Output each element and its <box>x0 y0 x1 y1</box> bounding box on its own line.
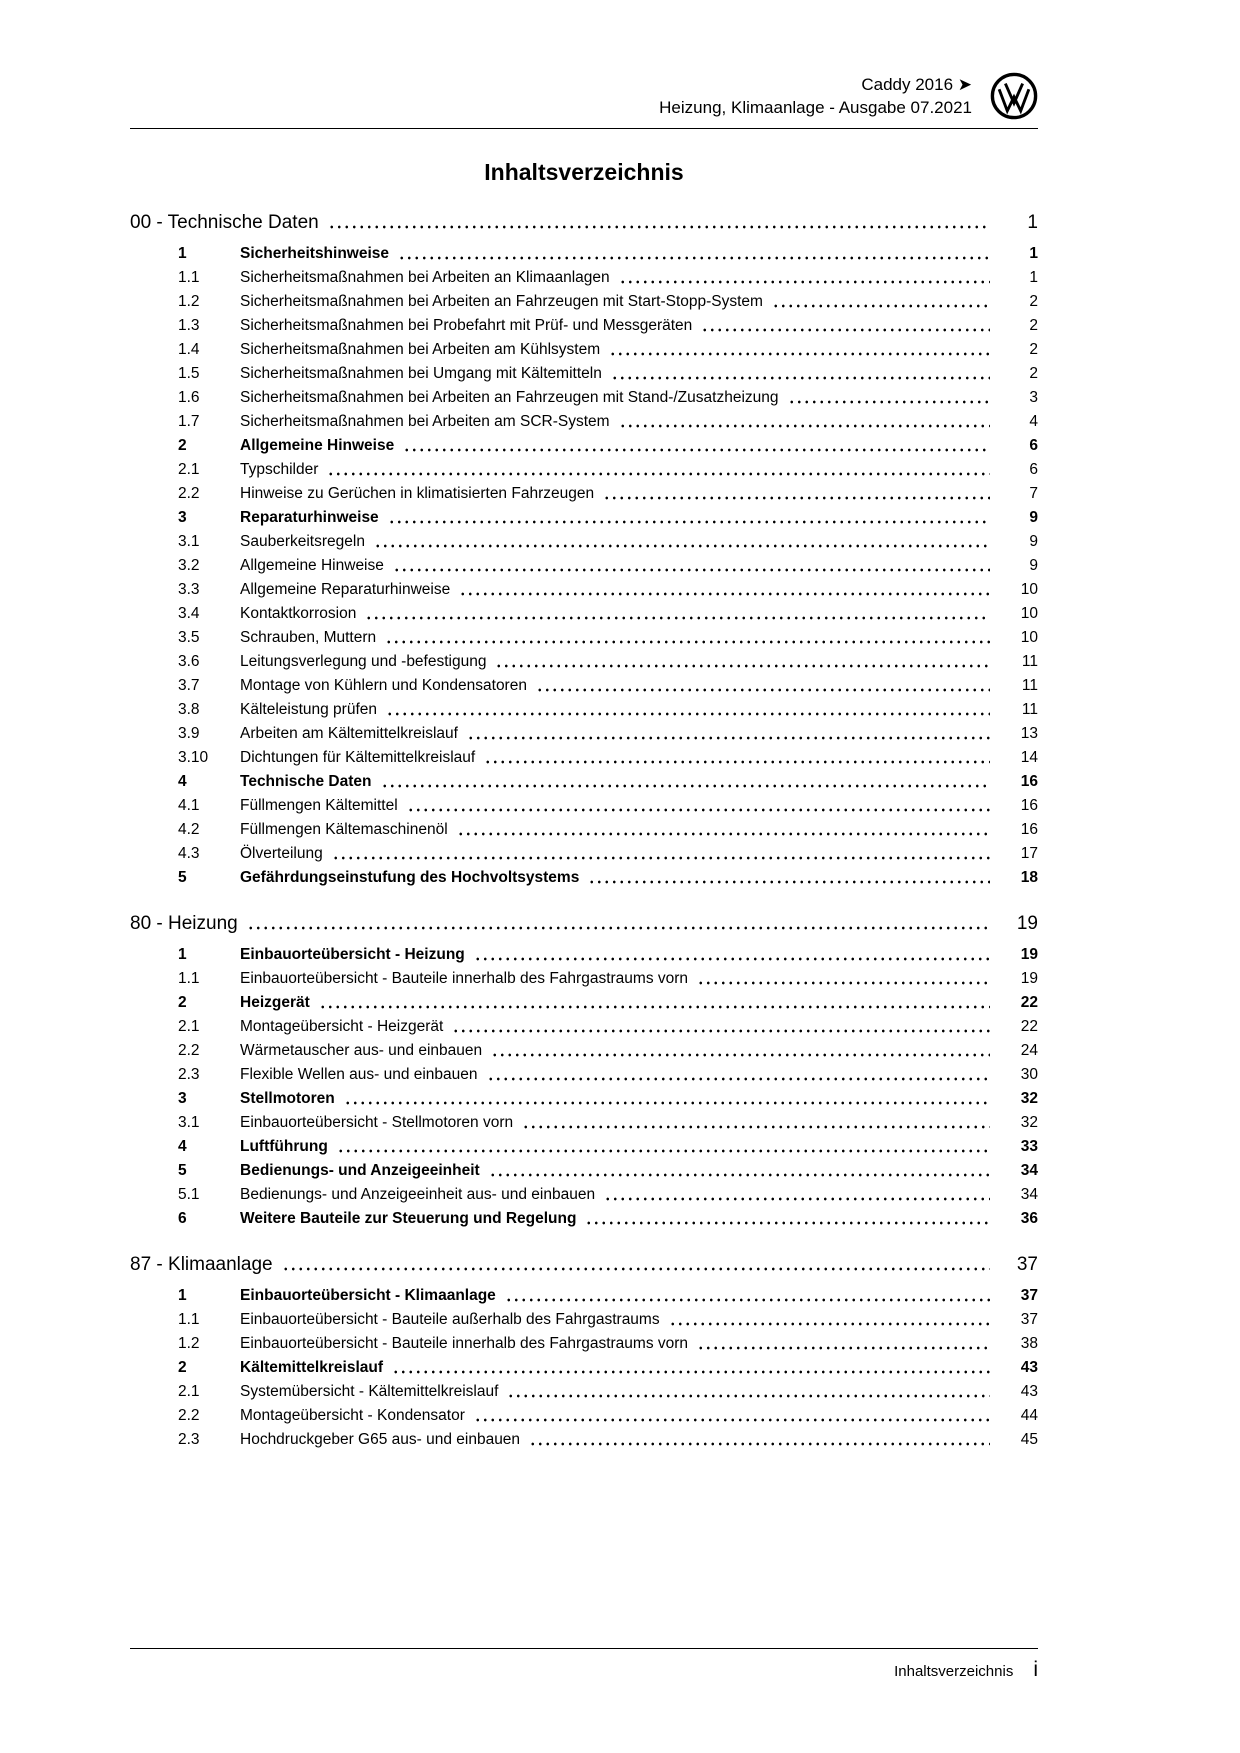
document-footer <box>130 1640 1038 1682</box>
toc-entry-row <box>130 1308 1038 1332</box>
toc-entry-row <box>130 242 1038 266</box>
entry-title: Luftführung <box>240 1138 328 1155</box>
dot-leader <box>495 650 990 674</box>
entry-number: 3 <box>178 1090 187 1107</box>
entry-title: Montageübersicht - Kondensator <box>240 1407 465 1424</box>
dot-leader <box>669 1308 990 1332</box>
dot-leader <box>487 1063 990 1087</box>
entry-number: 1.2 <box>178 1335 200 1352</box>
dot-leader <box>619 266 990 290</box>
entry-number: 1.1 <box>178 269 200 286</box>
toc-entry-row <box>130 410 1038 434</box>
entry-number: 3.9 <box>178 725 200 742</box>
entry-number: 1.1 <box>178 1311 200 1328</box>
toc-entry-row <box>130 1404 1038 1428</box>
entry-title: Hochdruckgeber G65 aus- und einbauen <box>240 1431 521 1448</box>
document-subtitle: Heizung, Klimaanlage - Ausgabe 07.2021 <box>659 98 972 117</box>
entry-title: Sicherheitsmaßnahmen bei Arbeiten am Kühlsystem <box>240 341 601 358</box>
entry-page: 9 <box>1029 533 1038 550</box>
dot-leader <box>619 410 990 434</box>
entry-number: 2.2 <box>178 485 200 502</box>
toc-entry-row <box>130 1332 1038 1356</box>
dot-leader <box>337 1135 990 1159</box>
toc-entry-row <box>130 1015 1038 1039</box>
entry-page: 11 <box>1021 701 1038 718</box>
toc-entry-row <box>130 991 1038 1015</box>
dot-leader <box>474 943 990 967</box>
toc-entry-row <box>130 1135 1038 1159</box>
entry-title: Hinweise zu Gerüchen in klimatisierten Fahrzeugen <box>240 485 595 502</box>
entry-number: 3.5 <box>178 629 200 646</box>
entry-number: 2.1 <box>178 1383 200 1400</box>
dot-leader <box>788 386 991 410</box>
dot-leader <box>452 1015 990 1039</box>
toc-entry-row <box>130 943 1038 967</box>
toc-section-row <box>130 911 1038 937</box>
toc-entry-row <box>130 578 1038 602</box>
entry-page: 7 <box>1029 485 1038 502</box>
entry-page: 1 <box>1029 245 1038 262</box>
dot-leader <box>457 818 990 842</box>
entry-number: 4 <box>178 773 187 790</box>
entry-number: 3.3 <box>178 581 200 598</box>
dot-leader <box>332 842 990 866</box>
toc-entry-row <box>130 1284 1038 1308</box>
entry-number: 3.7 <box>178 677 200 694</box>
entry-title: Bedienungs- und Anzeigeeinheit aus- und einbauen <box>240 1186 596 1203</box>
dot-leader <box>398 242 990 266</box>
dot-leader <box>474 1404 990 1428</box>
footer-label: Inhaltsverzeichnis <box>894 1663 1014 1680</box>
header-rule <box>130 128 1038 129</box>
entry-number: 3.2 <box>178 557 200 574</box>
toc-entry-row <box>130 314 1038 338</box>
entry-title: Allgemeine Reparaturhinweise <box>240 581 451 598</box>
toc-entry-row <box>130 770 1038 794</box>
entry-page: 36 <box>1020 1210 1038 1227</box>
entry-title: Kälteleistung prüfen <box>240 701 378 718</box>
entry-number: 4.2 <box>178 821 200 838</box>
toc-entry-row <box>130 530 1038 554</box>
dot-leader <box>327 458 990 482</box>
dot-leader <box>611 362 990 386</box>
entry-page: 2 <box>1029 365 1038 382</box>
dot-leader <box>467 722 990 746</box>
toc-entry-row <box>130 866 1038 890</box>
entry-page: 43 <box>1020 1383 1038 1400</box>
entry-title: Schrauben, Muttern <box>240 629 377 646</box>
toc-entry-row <box>130 554 1038 578</box>
dot-leader <box>609 338 990 362</box>
entry-title: Dichtungen für Kältemittelkreislauf <box>240 749 476 766</box>
entry-number: 2.2 <box>178 1042 200 1059</box>
dot-leader <box>319 991 990 1015</box>
dot-leader <box>507 1380 990 1404</box>
entry-page: 9 <box>1029 509 1038 526</box>
entry-title: Sicherheitsmaßnahmen bei Arbeiten an Klimaanlagen <box>240 269 610 286</box>
dot-leader <box>386 698 990 722</box>
dot-leader <box>374 530 990 554</box>
entry-number: 4.3 <box>178 845 200 862</box>
entry-number: 5 <box>178 1162 187 1179</box>
entry-page: 24 <box>1020 1042 1038 1059</box>
dot-leader <box>529 1428 990 1452</box>
toc-entry-row <box>130 506 1038 530</box>
entry-page: 6 <box>1029 461 1038 478</box>
entry-number: 1.6 <box>178 389 200 406</box>
toc-entry-row <box>130 1428 1038 1452</box>
entry-page: 43 <box>1020 1359 1038 1376</box>
entry-number: 2.1 <box>178 461 200 478</box>
dot-leader <box>505 1284 990 1308</box>
entry-title: Typschilder <box>240 461 319 478</box>
entry-page: 32 <box>1020 1114 1038 1131</box>
toc-entry-row <box>130 434 1038 458</box>
entry-title: Füllmengen Kältemittel <box>240 797 398 814</box>
dot-leader <box>403 434 990 458</box>
entry-title: Sicherheitshinweise <box>240 245 390 262</box>
section-label: 00 - Technische Daten <box>130 212 319 233</box>
dot-leader <box>328 210 990 236</box>
vw-logo-icon <box>990 72 1038 120</box>
dot-leader <box>491 1039 990 1063</box>
entry-page: 34 <box>1020 1186 1038 1203</box>
toc-entry-row <box>130 818 1038 842</box>
entry-number: 3.1 <box>178 533 200 550</box>
entry-number: 2.3 <box>178 1431 200 1448</box>
page-content <box>130 72 1038 1452</box>
toc-entry-row <box>130 722 1038 746</box>
entry-number: 2.3 <box>178 1066 200 1083</box>
entry-page: 17 <box>1020 845 1038 862</box>
entry-number: 1.1 <box>178 970 200 987</box>
toc-entry-row <box>130 290 1038 314</box>
entry-title: Arbeiten am Kältemittelkreislauf <box>240 725 458 742</box>
section-page: 37 <box>1016 1254 1038 1275</box>
entry-page: 32 <box>1020 1090 1038 1107</box>
entry-title: Kältemittelkreislauf <box>240 1359 383 1376</box>
entry-number: 2.1 <box>178 1018 200 1035</box>
footer-rule <box>130 1648 1038 1649</box>
dot-leader <box>522 1111 990 1135</box>
entry-page: 33 <box>1020 1138 1038 1155</box>
section-page: 1 <box>1027 212 1038 233</box>
model-name: Caddy 2016 ➤ <box>861 75 972 94</box>
dot-leader <box>701 314 990 338</box>
entry-page: 2 <box>1029 293 1038 310</box>
entry-title: Einbauorteübersicht - Stellmotoren vorn <box>240 1114 514 1131</box>
entry-page: 2 <box>1029 341 1038 358</box>
page-title: Inhaltsverzeichnis <box>484 159 684 185</box>
toc-entry-row <box>130 794 1038 818</box>
dot-leader <box>697 1332 990 1356</box>
entry-page: 6 <box>1029 437 1038 454</box>
entry-page: 34 <box>1020 1162 1038 1179</box>
entry-page: 44 <box>1020 1407 1038 1424</box>
toc-entry-row <box>130 674 1038 698</box>
toc-entry-row <box>130 650 1038 674</box>
dot-leader <box>392 1356 990 1380</box>
entry-title: Allgemeine Hinweise <box>240 557 384 574</box>
entry-number: 2 <box>178 437 187 454</box>
entry-number: 1.7 <box>178 413 200 430</box>
entry-title: Ölverteilung <box>240 845 323 862</box>
dot-leader <box>489 1159 990 1183</box>
entry-page: 45 <box>1020 1431 1038 1448</box>
entry-number: 3.1 <box>178 1114 200 1131</box>
dot-leader <box>365 602 990 626</box>
entry-title: Allgemeine Hinweise <box>240 437 395 454</box>
entry-number: 1.2 <box>178 293 200 310</box>
entry-title: Einbauorteübersicht - Bauteile innerhalb des Fahrgastraums vorn <box>240 1335 689 1352</box>
entry-page: 30 <box>1020 1066 1038 1083</box>
entry-title: Heizgerät <box>240 994 310 1011</box>
entry-page: 38 <box>1020 1335 1038 1352</box>
entry-title: Einbauorteübersicht - Heizung <box>240 946 465 963</box>
entry-page: 37 <box>1020 1287 1038 1304</box>
toc-entry-row <box>130 626 1038 650</box>
entry-title: Sicherheitsmaßnahmen bei Arbeiten an Fahrzeugen mit Stand-/Zusatzheizung <box>240 389 779 406</box>
toc-entry-row <box>130 1207 1038 1231</box>
entry-page: 9 <box>1029 557 1038 574</box>
entry-title: Einbauorteübersicht - Bauteile innerhalb des Fahrgastraums vorn <box>240 970 689 987</box>
entry-number: 3.10 <box>178 749 209 766</box>
entry-number: 6 <box>178 1210 187 1227</box>
toc-entry-row <box>130 266 1038 290</box>
toc-entry-row <box>130 362 1038 386</box>
dot-leader <box>459 578 990 602</box>
dot-leader <box>247 911 990 937</box>
header-text <box>659 73 972 119</box>
toc-section-row <box>130 210 1038 236</box>
document-header <box>130 72 1038 120</box>
entry-page: 11 <box>1021 653 1038 670</box>
entry-page: 10 <box>1020 629 1038 646</box>
entry-title: Flexible Wellen aus- und einbauen <box>240 1066 478 1083</box>
entry-number: 4 <box>178 1138 187 1155</box>
dot-leader <box>585 1207 990 1231</box>
entry-number: 1 <box>178 946 187 963</box>
dot-leader <box>282 1252 990 1278</box>
entry-page: 16 <box>1020 821 1038 838</box>
toc-entry-row <box>130 1356 1038 1380</box>
entry-page: 11 <box>1021 677 1038 694</box>
dot-leader <box>344 1087 990 1111</box>
entry-title: Montageübersicht - Heizgerät <box>240 1018 444 1035</box>
toc-section-row <box>130 1252 1038 1278</box>
entry-page: 22 <box>1020 1018 1038 1035</box>
entry-title: Sicherheitsmaßnahmen bei Arbeiten an Fahrzeugen mit Start-Stopp-System <box>240 293 763 310</box>
toc-entry-row <box>130 746 1038 770</box>
toc-entry-row <box>130 602 1038 626</box>
table-of-contents <box>130 210 1038 1452</box>
toc-entry-row <box>130 1087 1038 1111</box>
entry-title: Technische Daten <box>240 773 372 790</box>
entry-title: Montage von Kühlern und Kondensatoren <box>240 677 527 694</box>
entry-page: 16 <box>1020 773 1038 790</box>
entry-number: 1 <box>178 1287 187 1304</box>
toc-entry-row <box>130 1159 1038 1183</box>
entry-page: 19 <box>1020 946 1038 963</box>
entry-title: Bedienungs- und Anzeigeeinheit <box>240 1162 480 1179</box>
toc-entry-row <box>130 1380 1038 1404</box>
entry-number: 4.1 <box>178 797 200 814</box>
section-page: 19 <box>1016 913 1038 934</box>
dot-leader <box>536 674 990 698</box>
toc-entry-row <box>130 1111 1038 1135</box>
entry-number: 2.2 <box>178 1407 200 1424</box>
footer-row <box>130 1658 1038 1682</box>
entry-title: Reparaturhinweise <box>240 509 379 526</box>
dot-leader <box>388 506 990 530</box>
dot-leader <box>393 554 990 578</box>
entry-number: 5 <box>178 869 187 886</box>
entry-page: 10 <box>1020 581 1038 598</box>
entry-page: 16 <box>1020 797 1038 814</box>
section-label: 87 - Klimaanlage <box>130 1254 273 1275</box>
dot-leader <box>588 866 990 890</box>
entry-title: Füllmengen Kältemaschinenöl <box>240 821 448 838</box>
entry-number: 1.5 <box>178 365 200 382</box>
entry-title: Systemübersicht - Kältemittelkreislauf <box>240 1383 499 1400</box>
entry-page: 1 <box>1029 269 1038 286</box>
entry-number: 3.6 <box>178 653 200 670</box>
entry-number: 2 <box>178 994 187 1011</box>
entry-page: 13 <box>1020 725 1038 742</box>
entry-page: 19 <box>1020 970 1038 987</box>
entry-number: 1.3 <box>178 317 200 334</box>
toc-entry-row <box>130 386 1038 410</box>
entry-page: 18 <box>1020 869 1038 886</box>
entry-title: Stellmotoren <box>240 1090 335 1107</box>
entry-title: Einbauorteübersicht - Bauteile außerhalb des Fahrgastraums <box>240 1311 660 1328</box>
dot-leader <box>381 770 990 794</box>
dot-leader <box>604 1183 990 1207</box>
entry-title: Weitere Bauteile zur Steuerung und Regelung <box>240 1210 577 1227</box>
entry-title: Sicherheitsmaßnahmen bei Probefahrt mit Prüf- und Messgeräten <box>240 317 693 334</box>
dot-leader <box>484 746 990 770</box>
toc-entry-row <box>130 482 1038 506</box>
footer-page-number: i <box>1033 1658 1038 1681</box>
entry-title: Sauberkeitsregeln <box>240 533 365 550</box>
dot-leader <box>772 290 990 314</box>
entry-number: 3.4 <box>178 605 200 622</box>
entry-title: Sicherheitsmaßnahmen bei Arbeiten am SCR-System <box>240 413 610 430</box>
section-label: 80 - Heizung <box>130 913 238 934</box>
entry-number: 3.8 <box>178 701 200 718</box>
entry-number: 3 <box>178 509 187 526</box>
entry-page: 10 <box>1020 605 1038 622</box>
entry-number: 5.1 <box>178 1186 200 1203</box>
dot-leader <box>385 626 990 650</box>
entry-page: 22 <box>1020 994 1038 1011</box>
entry-number: 2 <box>178 1359 187 1376</box>
toc-entry-row <box>130 1183 1038 1207</box>
entry-title: Wärmetauscher aus- und einbauen <box>240 1042 483 1059</box>
dot-leader <box>697 967 990 991</box>
entry-page: 3 <box>1029 389 1038 406</box>
toc-entry-row <box>130 698 1038 722</box>
toc-entry-row <box>130 842 1038 866</box>
entry-title: Leitungsverlegung und -befestigung <box>240 653 487 670</box>
dot-leader <box>407 794 990 818</box>
entry-number: 1 <box>178 245 187 262</box>
entry-title: Sicherheitsmaßnahmen bei Umgang mit Kältemitteln <box>240 365 602 382</box>
entry-page: 14 <box>1020 749 1038 766</box>
entry-title: Einbauorteübersicht - Klimaanlage <box>240 1287 496 1304</box>
toc-entry-row <box>130 338 1038 362</box>
dot-leader <box>603 482 990 506</box>
entry-title: Gefährdungseinstufung des Hochvoltsystems <box>240 869 580 886</box>
entry-title: Kontaktkorrosion <box>240 605 357 622</box>
toc-entry-row <box>130 1063 1038 1087</box>
entry-page: 37 <box>1020 1311 1038 1328</box>
toc-entry-row <box>130 1039 1038 1063</box>
entry-number: 1.4 <box>178 341 200 358</box>
toc-entry-row <box>130 458 1038 482</box>
entry-page: 2 <box>1029 317 1038 334</box>
toc-entry-row <box>130 967 1038 991</box>
entry-page: 4 <box>1029 413 1038 430</box>
